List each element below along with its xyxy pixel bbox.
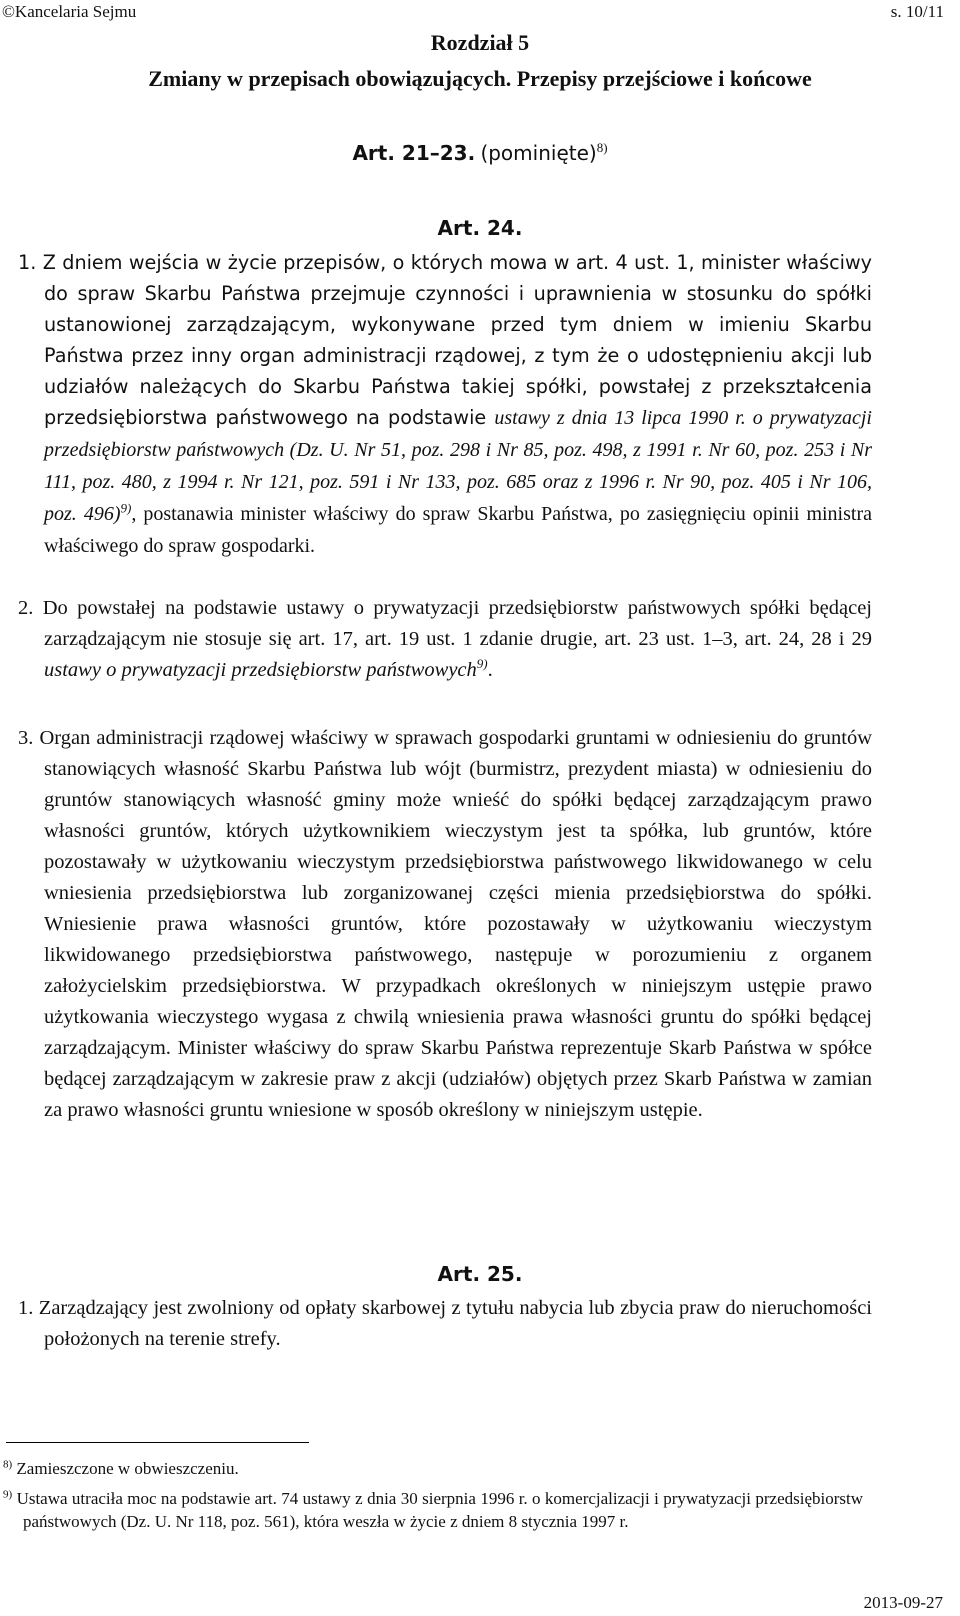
footnote-mark: 9) [3,1488,13,1501]
paragraph-text: Zarządzający jest zwolniony od opłaty skarbowej z tytułu nabycia lub zbycia praw do nieruchomości położonych na terenie strefy. [38,1297,872,1350]
paragraph-number: 3. [18,727,34,749]
chapter-title: Zmiany w przepisach obowiązujących. Przepisy przejściowe i końcowe [148,66,812,91]
paragraph-number: 2. [18,597,34,619]
paragraph-text: Z dniem wejścia w życie przepisów, o których mowa w art. 4 ust. 1, minister właściwy do spraw Skarbu Państwa przejmuje czynności i uprawnienia w stosunku do spółki ustanowionej zarządzającym, wykonywane przed tym dniem w imieniu Skarbu Państwa przez inny organ administracji rządowej, z tym że o udostępnieniu akcji lub udziałów należących do Skarbu Państwa takiej spółki, powstałej z przekształcenia przedsiębiorstwa państwowego na podstawie [42,251,872,429]
copyright-label: ©Kancelaria Sejmu [2,2,137,21]
art-25-paragraph-1 [18,1293,872,1355]
chapter-label: Rozdział 5 [430,30,530,55]
footnote-ref-8: 8) [596,140,608,155]
art-21-23-heading: Art. 21–23. [352,141,476,165]
art-24-paragraph-3 [18,723,872,1126]
paragraph-text-end: . [487,659,493,681]
art-25-heading: Art. 25. [437,1262,523,1286]
page-header [0,0,960,24]
footnote-text: Ustawa utraciła moc na podstawie art. 74 ustawy z dnia 30 sierpnia 1996 r. o komercjalizacji i prywatyzacji przedsiębiorstw państwowych (Dz. U. Nr 118, poz. 561), która weszła w życie z dniem 8 stycznia 1997 r. [16,1489,864,1531]
statute-citation: ustawy o prywatyzacji przedsiębiorstw państwowych [44,659,477,681]
footnote-9 [3,1487,863,1533]
art-24-paragraph-1 [18,247,872,562]
art-21-23-text: (pominięte) [480,141,597,165]
footnote-8 [3,1457,843,1480]
footnote-separator [6,1442,309,1443]
paragraph-text: Organ administracji rządowej właściwy w sprawach gospodarki gruntami w odniesieniu do gruntów stanowiących własność Skarbu Państwa lub wójt (burmistrz, prezydent miasta) w odniesieniu do gruntów stanowiących własność gminy może wnieść do spółki będącej zarządzającym prawo własności gruntów, których użytkownikiem wieczystym jest ta spółka, lub gruntów, które pozostawały w użytkowaniu wieczystym przedsiębiorstwa państwowego likwidowanego w celu wniesienia przedsiębiorstwa lub zorganizowanej części mienia przedsiębiorstwa do spółki. Wniesienie prawa własności gruntów, które pozostawały w użytkowaniu wieczystym likwidowanego przedsiębiorstwa państwowego, następuje w porozumieniu z organem założycielskim przedsiębiorstwa. W przypadkach określonych w niniejszym ustępie prawo użytkowania wieczystego wygasa z chwilą wniesienia prawa własności gruntu do spółki będącej zarządzającym. Minister właściwy do spraw Skarbu Państwa reprezentuje Skarb Państwa w spółce będącej zarządzającym w zakresie praw z akcji (udziałów) objętych przez Skarb Państwa w zamian za prawo własności gruntu wniesione w sposób określony w niniejszym ustępie. [39,727,872,1121]
page-number: s. 10/11 [890,2,944,21]
publication-date: 2013-09-27 [863,1593,943,1612]
art-24-paragraph-2 [18,593,872,686]
footnote-ref-9: 9) [120,500,132,516]
footnote-text: Zamieszczone w obwieszczeniu. [16,1459,239,1478]
statute-citation: ustawy z dnia 13 lipca 1990 r. o prywatyzacji przedsiębiorstw państwowych (Dz. U. Nr 51, poz. 298 i Nr 85, poz. 498, z 1991 r. Nr 60, poz. 253 i Nr 111, poz. 480, z 1994 r. Nr 121, poz. 591 i Nr 133, poz. 685 oraz z 1996 r. Nr 90, poz. 405 i Nr 106, poz. 496) [44,407,872,525]
paragraph-text: Do powstałej na podstawie ustawy o prywatyzacji przedsiębiorstw państwowych spółki będącej zarządzającym nie stosuje się art. 17, art. 19 ust. 1 zdanie drugie, art. 23 ust. 1–3, art. 24, 28 i 29 [42,597,872,650]
paragraph-text-end: , postanawia minister właściwy do spraw Skarbu Państwa, po zasięgnięciu opinii ministra właściwego do spraw gospodarki. [44,503,872,557]
paragraph-number: 1. [18,251,37,274]
footnote-ref-9: 9) [476,656,488,672]
art-24-heading: Art. 24. [437,216,523,240]
art-21-23 [0,140,960,166]
paragraph-number: 1. [18,1297,34,1319]
footnote-mark: 8) [3,1458,13,1471]
